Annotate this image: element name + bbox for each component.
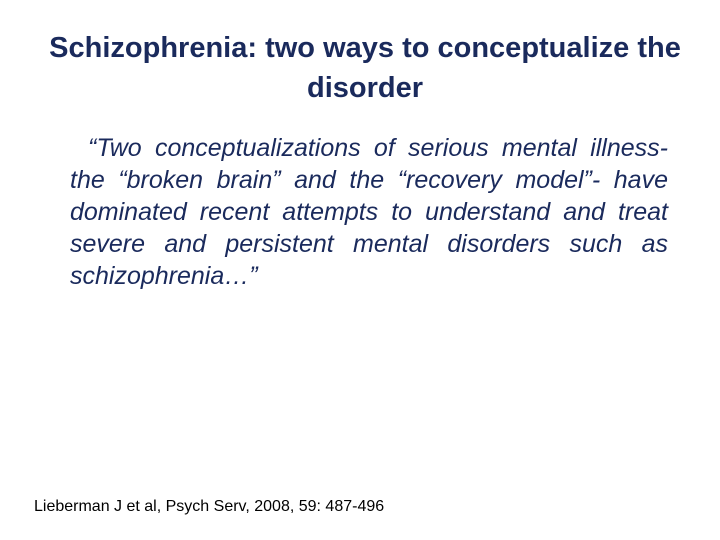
quote-text: “Two conceptualizations of serious mental illness- the “broken brain” and the “recovery model”- have dominated recent attempts to understand and treat severe and persistent mental disorders such as schizophrenia…” bbox=[70, 134, 668, 290]
slide-title: Schizophrenia: two ways to conceptualize the disorder bbox=[49, 32, 681, 104]
citation: Lieberman J et al, Psych Serv, 2008, 59: 487-496 bbox=[34, 498, 385, 515]
